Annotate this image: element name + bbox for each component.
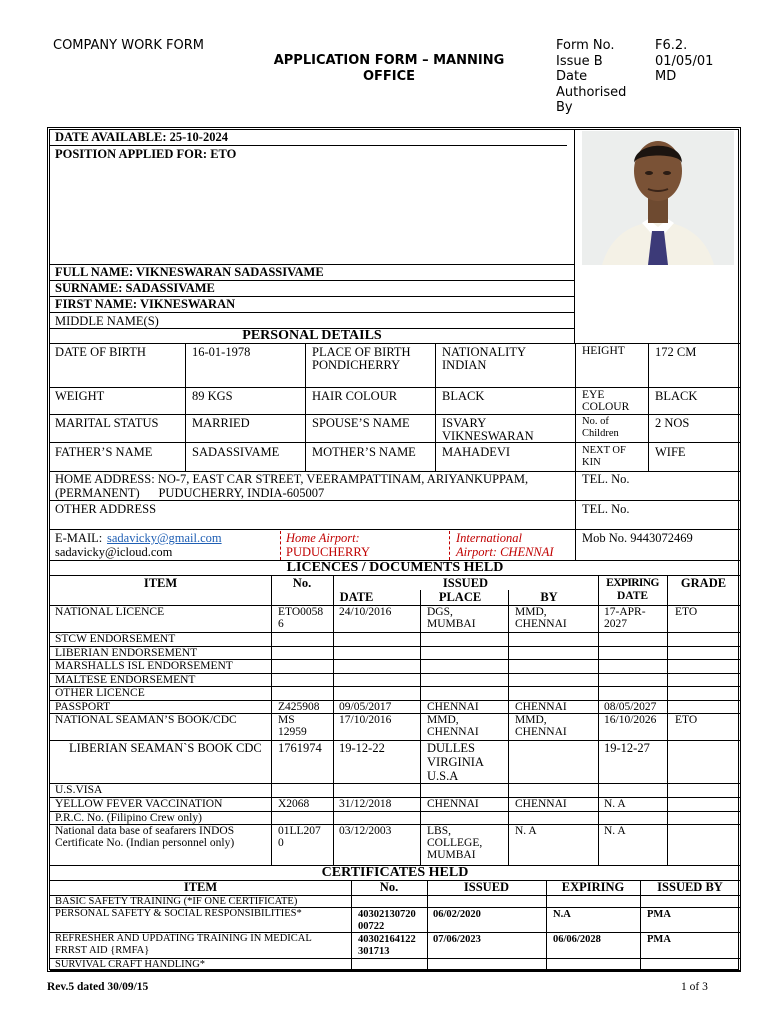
certificate-item: REFRESHER AND UPDATING TRAINING IN MEDICAL (55, 933, 312, 944)
children-value: 2 NOS (655, 416, 690, 430)
licence-item: OTHER LICENCE (55, 687, 145, 699)
licence-number: 0 (278, 837, 284, 849)
spouse-value: ISVARY (442, 416, 487, 430)
nationality-value: INDIAN (442, 358, 487, 372)
licence-issued-by: CHENNAI (515, 798, 567, 810)
licence-issue-date: 09/05/2017 (339, 701, 392, 713)
email-label: E-MAIL: (55, 531, 103, 545)
licence-issued-by: CHENNAI (515, 726, 567, 738)
personal-details-heading: PERSONAL DETAILS (242, 328, 382, 343)
licence-item: LIBERIAN ENDORSEMENT (55, 647, 198, 659)
kin-label: KIN (582, 457, 601, 468)
licence-issue-place: LBS, (427, 825, 451, 837)
licence-issue-place: COLLEGE, (427, 837, 483, 849)
licence-expiry: 2027 (604, 618, 627, 630)
licence-expiry: N. A (604, 798, 626, 810)
eye-label: COLOUR (582, 401, 630, 413)
licence-issue-date: 24/10/2016 (339, 606, 392, 618)
licence-grade: ETO (675, 714, 698, 726)
licence-issue-place: DGS, (427, 606, 453, 618)
row-rule (50, 970, 740, 971)
licence-item: LIBERIAN SEAMAN`S BOOK CDC (69, 741, 262, 755)
licence-issued-by: MMD, (515, 714, 547, 726)
row-rule (50, 686, 740, 687)
full-name: FULL NAME: VIKNESWARAN SADASSIVAME (55, 265, 324, 279)
licence-issued-by: CHENNAI (515, 618, 567, 630)
tel-label: TEL. No. (582, 472, 630, 486)
cert-col-item: ITEM (183, 880, 218, 894)
father-label: FATHER’S NAME (55, 445, 153, 459)
height-label: HEIGHT (582, 345, 625, 357)
licence-item: STCW ENDORSEMENT (55, 633, 176, 645)
col-issued: ISSUED (442, 576, 489, 590)
licence-item: P.R.C. No. (Filipino Crew only) (55, 812, 202, 824)
licence-issue-date: 03/12/2003 (339, 825, 392, 837)
rule (305, 343, 306, 471)
certificate-item: SURVIVAL CRAFT HANDLING* (55, 959, 206, 970)
company-label: COMPANY WORK FORM (53, 38, 204, 53)
first-name: FIRST NAME: VIKNESWARAN (55, 297, 236, 311)
licence-item: PASSPORT (55, 701, 111, 713)
licence-issued-by: N. A (515, 825, 537, 837)
licence-expiry: 08/05/2027 (604, 701, 657, 713)
licence-item: Certificate No. (Indian personnel only) (55, 837, 235, 849)
licence-item: National data base of seafarers INDOS (55, 825, 235, 837)
hair-value: BLACK (442, 389, 485, 403)
licence-issue-place: DULLES (427, 741, 475, 755)
dob-label: DATE OF BIRTH (55, 345, 146, 359)
rule (50, 387, 740, 388)
certificate-item: FRRST AID {RMFA} (55, 945, 150, 956)
meta-value: F6.2. (655, 38, 688, 53)
licence-expiry: 17-APR- (604, 606, 646, 618)
applicant-photo (582, 131, 734, 265)
middle-name: MIDDLE NAME(S) (55, 314, 159, 328)
tel-label: TEL. No. (582, 502, 630, 516)
eye-value: BLACK (655, 389, 698, 403)
marital-value: MARRIED (192, 416, 250, 430)
rule (449, 531, 451, 560)
form-meta (556, 38, 713, 116)
cert-col-expiring: EXPIRING (561, 880, 625, 894)
licence-number: 01LL207 (278, 825, 321, 837)
licence-number: ETO0058 (278, 606, 324, 618)
col-by: BY (540, 590, 558, 604)
rule (575, 343, 576, 560)
meta-key: By (556, 100, 573, 115)
licence-issue-place: CHENNAI (427, 798, 479, 810)
licence-item: MALTESE ENDORSEMENT (55, 674, 196, 686)
col-expiring: EXPIRING (606, 577, 659, 589)
cert-col-issued: ISSUED (463, 880, 510, 894)
meta-value: 01/05/01 (655, 53, 714, 69)
col-expiring-date: DATE (616, 590, 649, 602)
certificate-issued-by: PMA (647, 909, 671, 920)
spouse-label: SPOUSE’S NAME (312, 416, 410, 430)
date-available: DATE AVAILABLE: 25-10-2024 (55, 130, 228, 144)
height-value: 172 CM (655, 345, 697, 359)
licence-issue-place: MUMBAI (427, 618, 476, 630)
col-date: DATE (339, 590, 374, 604)
home-airport-label: Home Airport: (286, 531, 360, 545)
licence-issue-place: MMD, (427, 714, 459, 726)
row-rule (50, 783, 740, 784)
page-number: 1 of 3 (681, 981, 708, 993)
licence-issued-by: MMD, (515, 606, 547, 618)
licence-issue-place: U.S.A (427, 769, 459, 783)
licence-item: U.S.VISA (55, 784, 103, 796)
col-grade: GRADE (680, 576, 727, 590)
licence-grade: ETO (675, 606, 698, 618)
rule (280, 531, 282, 560)
licence-number: 12959 (278, 726, 307, 738)
eye-label: EYE (582, 389, 605, 401)
licence-number: X2068 (278, 798, 310, 810)
certificate-number: 00722 (358, 921, 385, 932)
certificate-item: BASIC SAFETY TRAINING (*IF ONE CERTIFICATE) (55, 896, 298, 907)
licence-issue-date: 19-12-22 (339, 741, 385, 755)
licence-number: 6 (278, 618, 284, 630)
rule (50, 442, 740, 443)
rule (50, 529, 740, 530)
rule (333, 575, 334, 865)
meta-key: Form No. (556, 38, 615, 53)
pob-label: PLACE OF BIRTH (312, 345, 411, 359)
certificate-number: 40302164122 (358, 934, 416, 945)
form-title: APPLICATION FORM – MANNING OFFICE (273, 53, 505, 84)
rule (50, 312, 574, 313)
home-airport-value: PUDUCHERRY (286, 545, 371, 559)
intl-airport-value: Airport: CHENNAI (456, 545, 554, 559)
certificate-issued: 07/06/2023 (433, 934, 481, 945)
certificate-issued: 06/02/2020 (433, 909, 481, 920)
licence-item: NATIONAL SEAMAN’S BOOK/CDC (55, 714, 237, 726)
meta-key: Issue B (556, 53, 603, 69)
licence-item: YELLOW FEVER VACCINATION (55, 798, 223, 810)
nationality-label: NATIONALITY (442, 345, 527, 359)
meta-key: Date (556, 69, 588, 84)
col-place: PLACE (438, 590, 482, 604)
licence-number: 1761974 (278, 741, 322, 755)
licence-item: NATIONAL LICENCE (55, 606, 165, 618)
licence-expiry: 19-12-27 (604, 741, 650, 755)
rule (574, 129, 575, 343)
licence-issue-place: CHENNAI (427, 701, 479, 713)
spouse-value: VIKNESWARAN (442, 429, 534, 443)
home-address: HOME ADDRESS: NO-7, EAST CAR STREET, VEERAMPATTINAM, ARIYANKUPPAM, (55, 472, 529, 486)
certificates-heading: CERTIFICATES HELD (321, 865, 469, 880)
licence-expiry: N. A (604, 825, 626, 837)
children-label: No. of (582, 416, 609, 427)
mobile-number: Mob No. 9443072469 (582, 531, 693, 545)
certificate-item: PERSONAL SAFETY & SOCIAL RESPONSIBILITIES* (55, 908, 302, 919)
pob-value: PONDICHERRY (312, 358, 401, 372)
licence-number: Z425908 (278, 701, 320, 713)
certificate-issued-by: PMA (647, 934, 671, 945)
rule (50, 414, 740, 415)
revision-note: Rev.5 dated 30/09/15 (47, 981, 149, 993)
meta-key: Authorised (556, 84, 627, 100)
licence-issued-by: CHENNAI (515, 701, 567, 713)
mother-value: MAHADEVI (442, 445, 511, 459)
rule (50, 145, 567, 146)
dob-value: 16-01-1978 (192, 345, 251, 359)
licence-issue-place: VIRGINIA (427, 755, 484, 769)
rule (185, 343, 186, 471)
certificate-expiring: 06/06/2028 (553, 934, 601, 945)
rule (648, 343, 649, 471)
marital-label: MARITAL STATUS (55, 416, 159, 430)
mother-label: MOTHER’S NAME (312, 445, 416, 459)
position-applied: POSITION APPLIED FOR: ETO (55, 147, 237, 161)
licence-issue-date: 31/12/2018 (339, 798, 392, 810)
licences-heading: LICENCES / DOCUMENTS HELD (286, 560, 504, 575)
other-address-label: OTHER ADDRESS (55, 502, 157, 516)
cert-col-issued-by: ISSUED BY (657, 880, 723, 894)
cert-col-no: No. (379, 880, 399, 894)
home-address: (PERMANENT) PUDUCHERRY, INDIA-605007 (55, 486, 325, 500)
certificate-expiring: N.A (553, 909, 571, 920)
kin-value: WIFE (655, 445, 686, 459)
email-secondary: sadavicky@icloud.com (55, 545, 173, 559)
meta-value: MD (655, 69, 677, 84)
rule (435, 343, 436, 471)
rule (271, 575, 272, 865)
hair-label: HAIR COLOUR (312, 389, 398, 403)
email-link[interactable]: sadavicky@gmail.com (107, 531, 222, 545)
licence-expiry: 16/10/2026 (604, 714, 657, 726)
certificate-number: 40302130720 (358, 909, 416, 920)
rule (667, 575, 668, 865)
father-value: SADASSIVAME (192, 445, 280, 459)
licence-item: MARSHALLS ISL ENDORSEMENT (55, 660, 233, 672)
certificate-number: 301713 (358, 946, 390, 957)
children-label: Children (582, 428, 619, 439)
licence-number: MS (278, 714, 295, 726)
rule (598, 575, 599, 865)
licence-issue-place: CHENNAI (427, 726, 479, 738)
weight-label: WEIGHT (55, 389, 105, 403)
licence-issue-place: MUMBAI (427, 849, 476, 861)
weight-value: 89 KGS (192, 389, 233, 403)
kin-label: NEXT OF (582, 445, 626, 456)
licence-issue-date: 17/10/2016 (339, 714, 392, 726)
surname: SURNAME: SADASSIVAME (55, 281, 215, 295)
col-item: ITEM (143, 576, 178, 590)
col-no: No. (292, 576, 312, 590)
intl-airport-label: International (456, 531, 522, 545)
